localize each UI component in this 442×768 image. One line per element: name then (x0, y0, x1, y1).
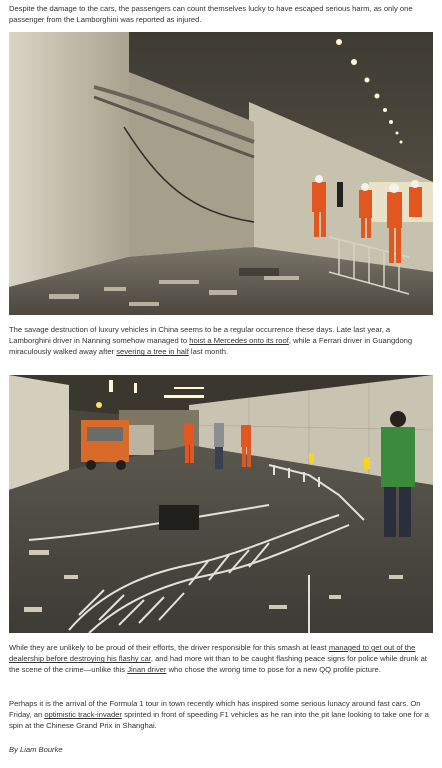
paragraph-3-text-3: who chose the wrong time to pose for a new QQ profile picture. (166, 665, 381, 675)
paragraph-2-text-3: last month. (188, 347, 229, 357)
paragraph-4-text-1: Perhaps it is the arrival of the Formula 1 tour in town recently which has inspired some serious lunacy around fast cars. On Friday, an (9, 699, 421, 720)
link-track-invader[interactable]: optimistic track-invader (44, 710, 122, 720)
intro-paragraph: Despite the damage to the cars, the passengers can count themselves lucky to have escaped serious harm, as only one passenger from the Lamborghini was reported as injured. (9, 4, 413, 25)
paragraph-3-text-2: , and had more wit than to be caught flashing peace signs for police while drunk at the scene of the crime—unlike this (9, 654, 427, 675)
paragraph-3 (9, 642, 433, 676)
link-dealership[interactable]: managed to get out of the dealership before destroying his flashy car (9, 643, 416, 664)
photo-illustration-icon (9, 32, 433, 315)
paragraph-2 (9, 324, 433, 358)
author-byline: By Liam Bourke (9, 745, 63, 754)
link-hoist-mercedes[interactable]: hoist a Mercedes onto its roof (189, 336, 289, 346)
link-jinan-driver[interactable]: Jinan driver (127, 665, 167, 675)
paragraph-3-text-1: While they are unlikely to be proud of their efforts, the driver responsible for this smash at least (9, 643, 329, 652)
tunnel-debris-photo (9, 375, 433, 633)
tunnel-cleanup-photo (9, 32, 433, 315)
paragraph-4 (9, 698, 433, 732)
paragraph-4-text-2: sprinted in front of speeding F1 vehicles as he ran into the pit lane looking to take one for a spin at the Chinese Grand Prix in Shanghai. (9, 710, 429, 731)
paragraph-2-text-2: , while a Ferrari driver in Guangdong miraculously walked away after (9, 336, 413, 357)
paragraph-2-text-1: The savage destruction of luxury vehicles in China seems to be a regular occurrence these days. Late last year, a Lamborghini driver in Nanning somehow managed to (9, 325, 391, 346)
link-severing-tree[interactable]: severing a tree in half (116, 347, 189, 357)
photo-illustration-icon (9, 375, 433, 633)
